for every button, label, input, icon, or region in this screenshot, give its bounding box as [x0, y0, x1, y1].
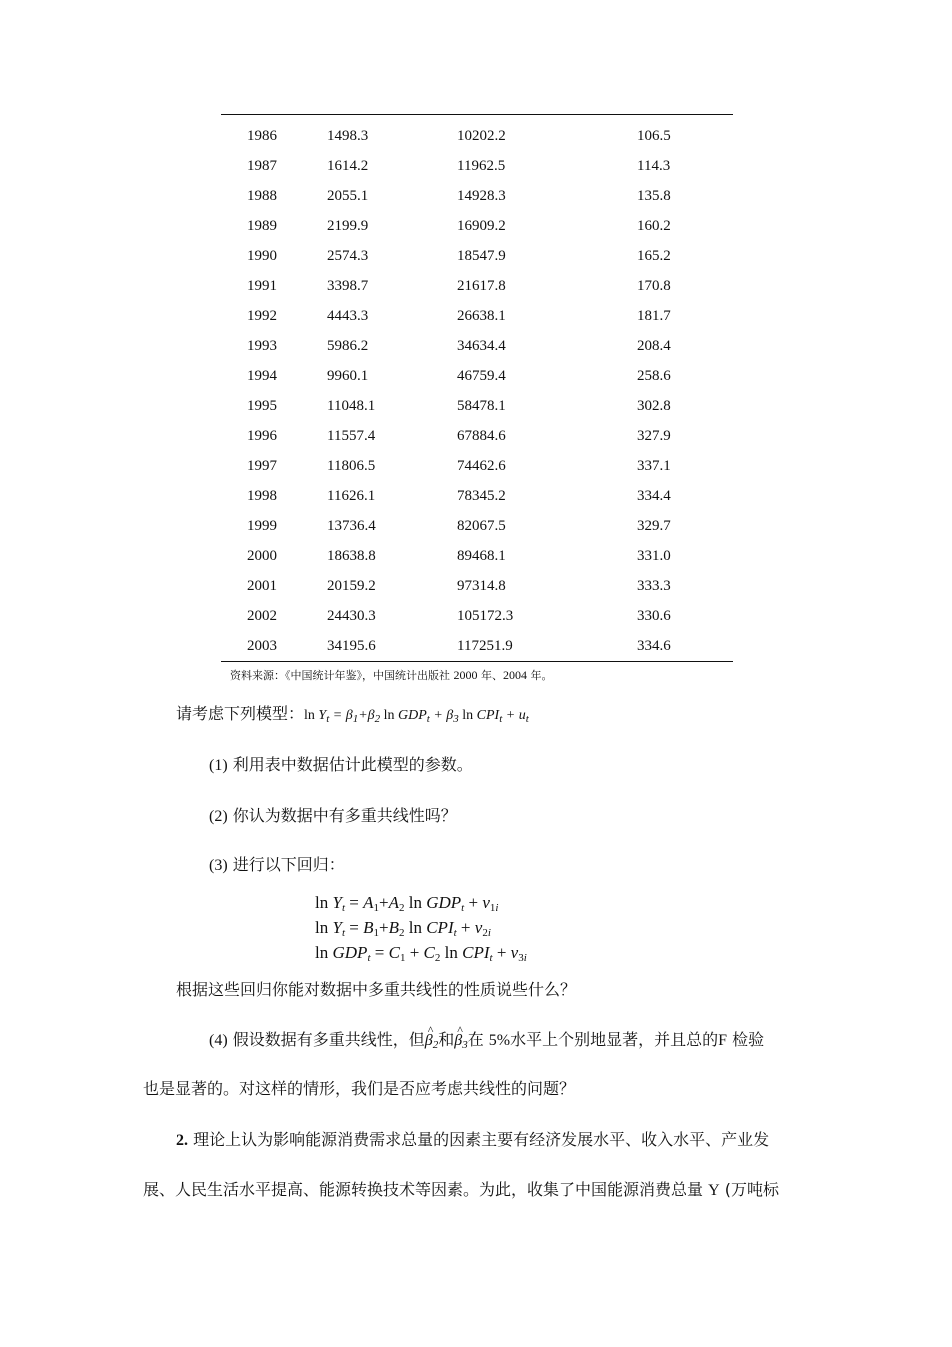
- regression-equations: [315, 893, 527, 968]
- question-4-text-a: 假设数据有多重共线性，但: [227, 1030, 425, 1049]
- table-row: [221, 602, 733, 632]
- value-cell-1: 24430.3: [327, 608, 376, 624]
- table-top-rule: [221, 114, 733, 115]
- table-row: [221, 542, 733, 572]
- value-cell-3: 302.8: [637, 398, 671, 414]
- source-year-1: 2000: [453, 668, 478, 682]
- value-cell-3: 334.4: [637, 488, 671, 504]
- question-4-text-d: 检验: [727, 1030, 765, 1049]
- value-cell-1: 2574.3: [327, 248, 369, 264]
- problem-2-number: 2.: [176, 1132, 188, 1149]
- question-4-and: 和: [438, 1030, 455, 1049]
- question-1-text: 利用表中数据估计此模型的参数。: [227, 755, 473, 774]
- value-cell-3: 333.3: [637, 578, 671, 594]
- value-cell-3: 331.0: [637, 548, 671, 564]
- table-row: [221, 452, 733, 482]
- value-cell-3: 327.9: [637, 428, 671, 444]
- value-cell-2: 34634.4: [457, 338, 506, 354]
- value-cell-2: 82067.5: [457, 518, 506, 534]
- value-cell-2: 97314.8: [457, 578, 506, 594]
- table-row: [221, 392, 733, 422]
- year-cell: 1999: [247, 518, 277, 534]
- year-cell: 1993: [247, 338, 277, 354]
- question-4-f: F: [718, 1032, 728, 1049]
- table-row: [221, 362, 733, 392]
- value-cell-1: 11557.4: [327, 428, 376, 444]
- value-cell-1: 11806.5: [327, 458, 376, 474]
- value-cell-3: 330.6: [637, 608, 671, 624]
- year-cell: 1990: [247, 248, 277, 264]
- value-cell-2: 58478.1: [457, 398, 506, 414]
- value-cell-1: 3398.7: [327, 278, 369, 294]
- table-row: [221, 212, 733, 242]
- source-text: 资料来源：《中国统计年鉴》，中国统计出版社: [230, 669, 454, 682]
- value-cell-2: 117251.9: [457, 638, 513, 654]
- table-row: [221, 512, 733, 542]
- year-cell: 1989: [247, 218, 277, 234]
- source-note: [230, 667, 553, 683]
- value-cell-2: 21617.8: [457, 278, 506, 294]
- value-cell-3: 160.2: [637, 218, 671, 234]
- year-cell: 1997: [247, 458, 277, 474]
- value-cell-2: 105172.3: [457, 608, 514, 624]
- year-cell: 1992: [247, 308, 277, 324]
- question-4-text-b: 在: [467, 1030, 489, 1049]
- value-cell-2: 46759.4: [457, 368, 506, 384]
- value-cell-1: 2055.1: [327, 188, 369, 204]
- value-cell-3: 165.2: [637, 248, 671, 264]
- table-row: [221, 482, 733, 512]
- question-3-followup-text: 根据这些回归你能对数据中多重共线性的性质说些什么？: [176, 980, 577, 999]
- value-cell-2: 18547.9: [457, 248, 506, 264]
- value-cell-1: 11048.1: [327, 398, 376, 414]
- question-1: [209, 752, 473, 775]
- table-row: [221, 182, 733, 212]
- table-row: [221, 332, 733, 362]
- question-3-followup: [176, 977, 576, 1000]
- question-4: [209, 1027, 764, 1051]
- value-cell-1: 34195.6: [327, 638, 376, 654]
- value-cell-3: 337.1: [637, 458, 671, 474]
- regression-3: $\ln GDP_t = C_1 + C_2$ $\ln CPI_t + v_{3i}$: [315, 943, 527, 964]
- value-cell-2: 26638.1: [457, 308, 506, 324]
- value-cell-3: 170.8: [637, 278, 671, 294]
- value-cell-3: 106.5: [637, 128, 671, 144]
- value-cell-1: 5986.2: [327, 338, 369, 354]
- value-cell-1: 9960.1: [327, 368, 369, 384]
- problem-2-y: Y: [708, 1182, 720, 1199]
- value-cell-1: 2199.9: [327, 218, 369, 234]
- value-cell-1: 4443.3: [327, 308, 369, 324]
- table-row: [221, 272, 733, 302]
- value-cell-2: 67884.6: [457, 428, 506, 444]
- value-cell-3: 114.3: [637, 158, 671, 174]
- beta3-hat: ^ $\beta_3$: [454, 1032, 467, 1049]
- value-cell-1: 13736.4: [327, 518, 376, 534]
- table-row: [221, 242, 733, 272]
- year-cell: 1986: [247, 128, 277, 144]
- value-cell-3: 334.6: [637, 638, 671, 654]
- problem-2-line-1: [176, 1127, 769, 1150]
- value-cell-2: 10202.2: [457, 128, 506, 144]
- question-2: [209, 803, 457, 826]
- value-cell-1: 1498.3: [327, 128, 369, 144]
- value-cell-1: 20159.2: [327, 578, 376, 594]
- source-text-mid: 年、: [477, 669, 503, 682]
- beta2-hat: ^ $\beta_2$: [425, 1032, 438, 1049]
- question-4-text-c: 水平上个别地显著，并且总的: [510, 1030, 719, 1049]
- year-cell: 1991: [247, 278, 277, 294]
- question-4-number: (4): [209, 1032, 228, 1049]
- value-cell-3: 181.7: [637, 308, 671, 324]
- problem-2-line-2: [143, 1177, 779, 1200]
- model-equation: $\ln Y_t = \beta_1+\beta_2$ $\ln GDP_t + \beta_3$ $\ln CPI_t + u_t$: [304, 708, 529, 725]
- question-2-text: 你认为数据中有多重共线性吗？: [227, 806, 457, 825]
- value-cell-3: 329.7: [637, 518, 671, 534]
- year-cell: 2000: [247, 548, 277, 564]
- question-1-number: (1): [209, 757, 228, 774]
- year-cell: 1995: [247, 398, 277, 414]
- problem-2-line-2-text: 展、人民生活水平提高、能源转换技术等因素。为此，收集了中国能源消费总量: [143, 1180, 709, 1199]
- year-cell: 1987: [247, 158, 277, 174]
- year-cell: 2002: [247, 608, 277, 624]
- year-cell: 1994: [247, 368, 277, 384]
- question-3: [209, 852, 345, 875]
- value-cell-1: 11626.1: [327, 488, 376, 504]
- problem-2-line-2-end: (万吨标: [719, 1180, 779, 1199]
- model-line: [176, 701, 529, 725]
- year-cell: 2003: [247, 638, 277, 654]
- value-cell-2: 11962.5: [457, 158, 506, 174]
- value-cell-2: 14928.3: [457, 188, 506, 204]
- value-cell-1: 1614.2: [327, 158, 369, 174]
- table-bottom-rule: [221, 661, 733, 662]
- value-cell-3: 135.8: [637, 188, 671, 204]
- value-cell-3: 258.6: [637, 368, 671, 384]
- value-cell-2: 74462.6: [457, 458, 506, 474]
- source-text-end: 年。: [527, 669, 553, 682]
- year-cell: 1988: [247, 188, 277, 204]
- table-row: [221, 302, 733, 332]
- value-cell-2: 89468.1: [457, 548, 506, 564]
- question-2-number: (2): [209, 808, 228, 825]
- model-intro: 请考虑下列模型：: [176, 704, 305, 723]
- table-row: [221, 152, 733, 182]
- question-3-number: (3): [209, 857, 228, 874]
- source-year-2: 2004: [503, 668, 527, 682]
- value-cell-3: 208.4: [637, 338, 671, 354]
- question-4-line-2-text: 也是显著的。对这样的情形，我们是否应考虑共线性的问题？: [143, 1079, 576, 1098]
- year-cell: 2001: [247, 578, 277, 594]
- year-cell: 1998: [247, 488, 277, 504]
- regression-1: $\ln Y_t = A_1+A_2$ $\ln GDP_t + v_{1i}$: [315, 893, 499, 914]
- table-row: [221, 122, 733, 152]
- year-cell: 1996: [247, 428, 277, 444]
- table-row: [221, 632, 733, 662]
- question-3-text: 进行以下回归：: [227, 855, 345, 874]
- table-row: [221, 572, 733, 602]
- value-cell-2: 78345.2: [457, 488, 506, 504]
- value-cell-1: 18638.8: [327, 548, 376, 564]
- problem-2-line-1-text: 理论上认为影响能源消费需求总量的因素主要有经济发展水平、收入水平、产业发: [188, 1130, 770, 1149]
- value-cell-2: 16909.2: [457, 218, 506, 234]
- question-4-line-2: [143, 1076, 575, 1099]
- table-row: [221, 422, 733, 452]
- question-4-percent: 5%: [488, 1032, 511, 1049]
- regression-2: $\ln Y_t = B_1+B_2$ $\ln CPI_t + v_{2i}$: [315, 918, 491, 939]
